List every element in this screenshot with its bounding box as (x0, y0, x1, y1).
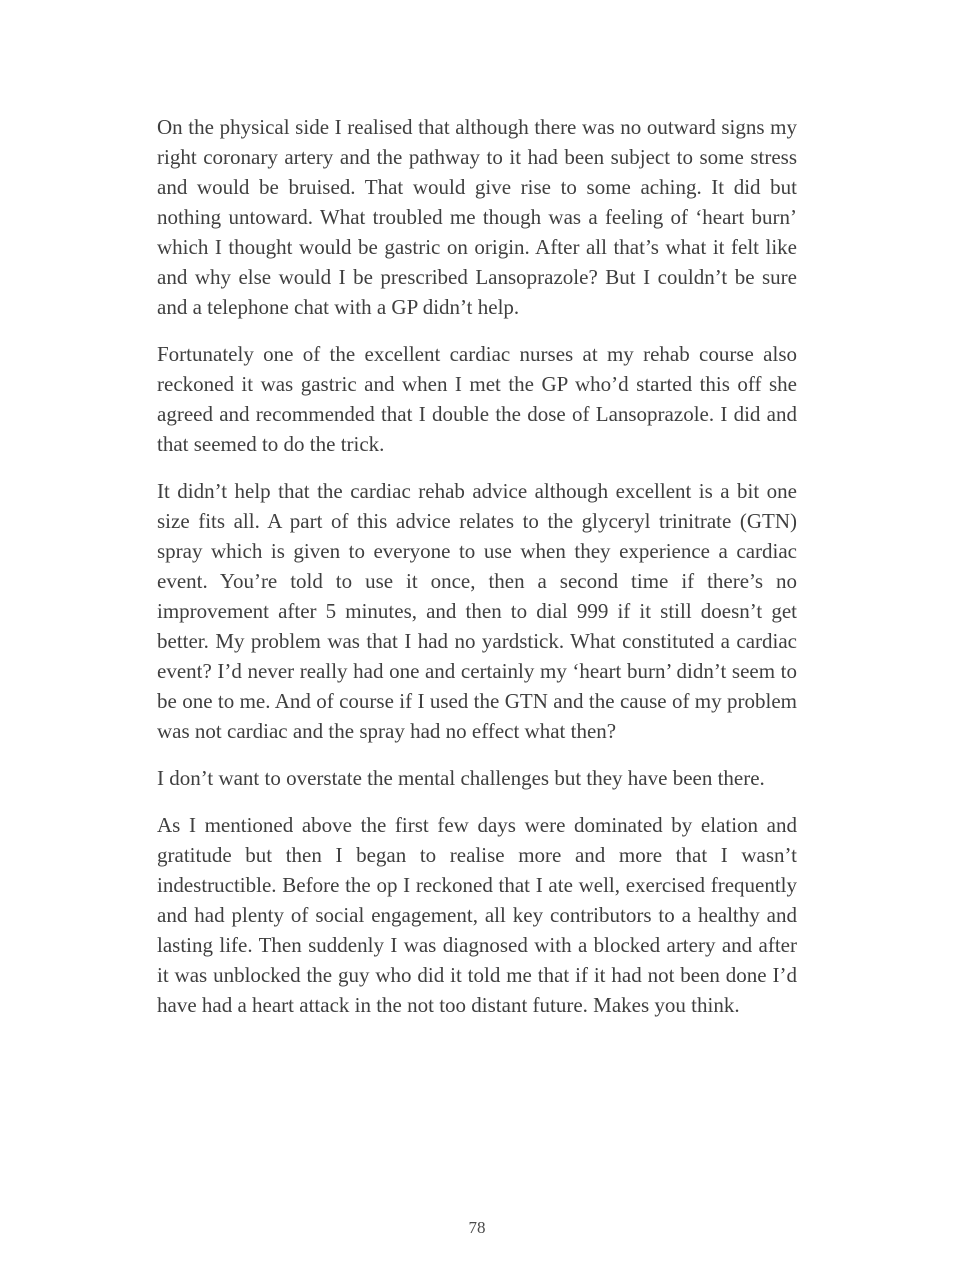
paragraph-first-few-days: As I mentioned above the first few days were dominated by elation and gratitude but then I began to realise more and more that I wasn’t indestructible. Before the op I reckoned that I ate well, exercised frequently and had plenty of social engagement, all key contributors to a healthy and lasting life. Then suddenly I was diagnosed with a blocked artery and after it was unblocked the guy who did it told me that if it had not been done I’d have had a heart attack in the not too distant future. Makes you think. (157, 813, 797, 1017)
paragraph-cardiac-nurses: Fortunately one of the excellent cardiac nurses at my rehab course also reckoned it was gastric and when I met the GP who’d started this off she agreed and recommended that I double the dose of Lansoprazole. I did and that seemed to do the trick. (157, 342, 797, 456)
page-number: 78 (468, 1218, 486, 1237)
paragraph-mental-challenges: I don’t want to overstate the mental challenges but they have been there. (157, 766, 765, 790)
body-text (157, 112, 797, 1020)
paragraph-rehab-advice: It didn’t help that the cardiac rehab advice although excellent is a bit one size fits all. A part of this advice relates to the glyceryl trinitrate (GTN) spray which is given to everyone to use when they experience a cardiac event. You’re told to use it once, then a second time if there’s no improvement after 5 minutes, and then to dial 999 if it still doesn’t get better. My problem was that I had no yardstick. What constituted a cardiac event? I’d never really had one and certainly my ‘heart burn’ didn’t seem to be one to me. And of course if I used the GTN and the cause of my problem was not cardiac and the spray had no effect what then? (157, 479, 797, 743)
paragraph-physical-side: On the physical side I realised that although there was no outward signs my right coronary artery and the pathway to it had been subject to some stress and would be bruised. That would give rise to some aching. It did but nothing untoward. What troubled me though was a feeling of ‘heart burn’ which I thought would be gastric on origin. After all that’s what it felt like and why else would I be prescribed Lansoprazole? But I couldn’t be sure and a telephone chat with a GP didn’t help. (157, 115, 797, 319)
